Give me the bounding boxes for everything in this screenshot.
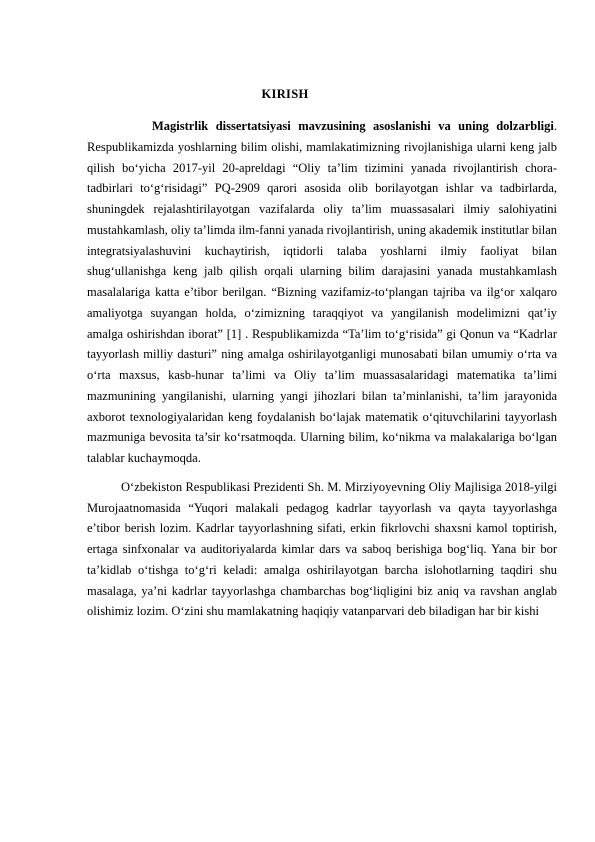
section-heading: KIRISH (261, 87, 309, 101)
paragraph-text: . Respublikamizda yoshlarning bilim olishi, mamlakatimizning rivojlanishiga ularni keng jalb qilish bo‘yicha 2017-yil 20-apreldagi “Oliy ta’lim tizimini yanada rivojlantirish chora-tadbirlari to‘g‘risidagi” PQ-2909 qarori asosida olib borilayotgan ishlar va tadbirlarda, shuningdek rejalashtirilayotgan vazifalarda oliy ta’lim muassasalari ilmiy salohiyatini mustahkamlash, oliy ta’limda ilm-fanni yanada rivojlantirish, uning akademik institutlar bilan integratsiyalashuvini kuchaytirish, iqtidorli talaba yoshlarni ilmiy faoliyat bilan shug‘ullanishga keng jalb qilish orqali ularning bilim darajasini yanada mustahkamlash masalalariga katta e’tibor berilgan. “Bizning vazifamiz-to‘plangan tajriba va ilg‘or xalqaro amaliyotga suyangan holda, o‘zimizning taraqqiyot va yangilanish modelimizni qat’iy amalga oshirishdan iborat” [1] . Respublikamizda “Ta’lim to‘g‘risida” gi Qonun va “Kadrlar tayyorlash milliy dasturi” ning amalga oshirilayotganligi munosabati bilan umumiy o‘rta va o‘rta maxsus, kasb-hunar ta’limi va Oliy ta’lim muassasalaridagi matematika ta’limi mazmunining yangilanishi, ularning yangi jihozlari bilan ta’minlanishi, ta’lim jarayonida axborot texnologiyalaridan keng foydalanish bo‘lajak matematik o‘qituvchilarini tayyorlash mazmuniga bevosita ta’sir ko‘rsatmoqda. Ularning bilim, ko‘nikma va malakalariga bo‘lgan talablar kuchaymoqda. (87, 119, 557, 465)
document-body (87, 116, 557, 622)
paragraph-text: O‘zbekiston Respublikasi Prezidenti Sh. M. Mirziyoyevning Oliy Majlisiga 2018-yilgi Murojaatnomasida “Yuqori malakali pedagog kadrlar tayyorlash va qayta tayyorlashga e’tibor berish lozim. Kadrlar tayyorlashning sifati, erkin fikrlovchi shaxsni kamol toptirish, ertaga sinfxonalar va auditoriyalarda kimlar dars va saboq berishiga bog‘liq. Yana bir bor ta’kidlab o‘tishga to‘g‘ri keladi: amalga oshirilayotgan barcha islohotlarning taqdiri shu masalaga, ya’ni kadrlar tayyorlashga chambarchas bog‘liqligini biz aniq va ravshan anglab olishimiz lozim. O‘zini shu mamlakatning haqiqiy vatanparvari deb biladigan har bir kishi (87, 479, 557, 619)
paragraph-relevance (87, 116, 557, 469)
paragraph-president-address (87, 477, 557, 622)
paragraph-lead: Magistrlik dissertatsiyasi mavzusining asoslanishi va uning dolzarbligi (152, 119, 554, 133)
